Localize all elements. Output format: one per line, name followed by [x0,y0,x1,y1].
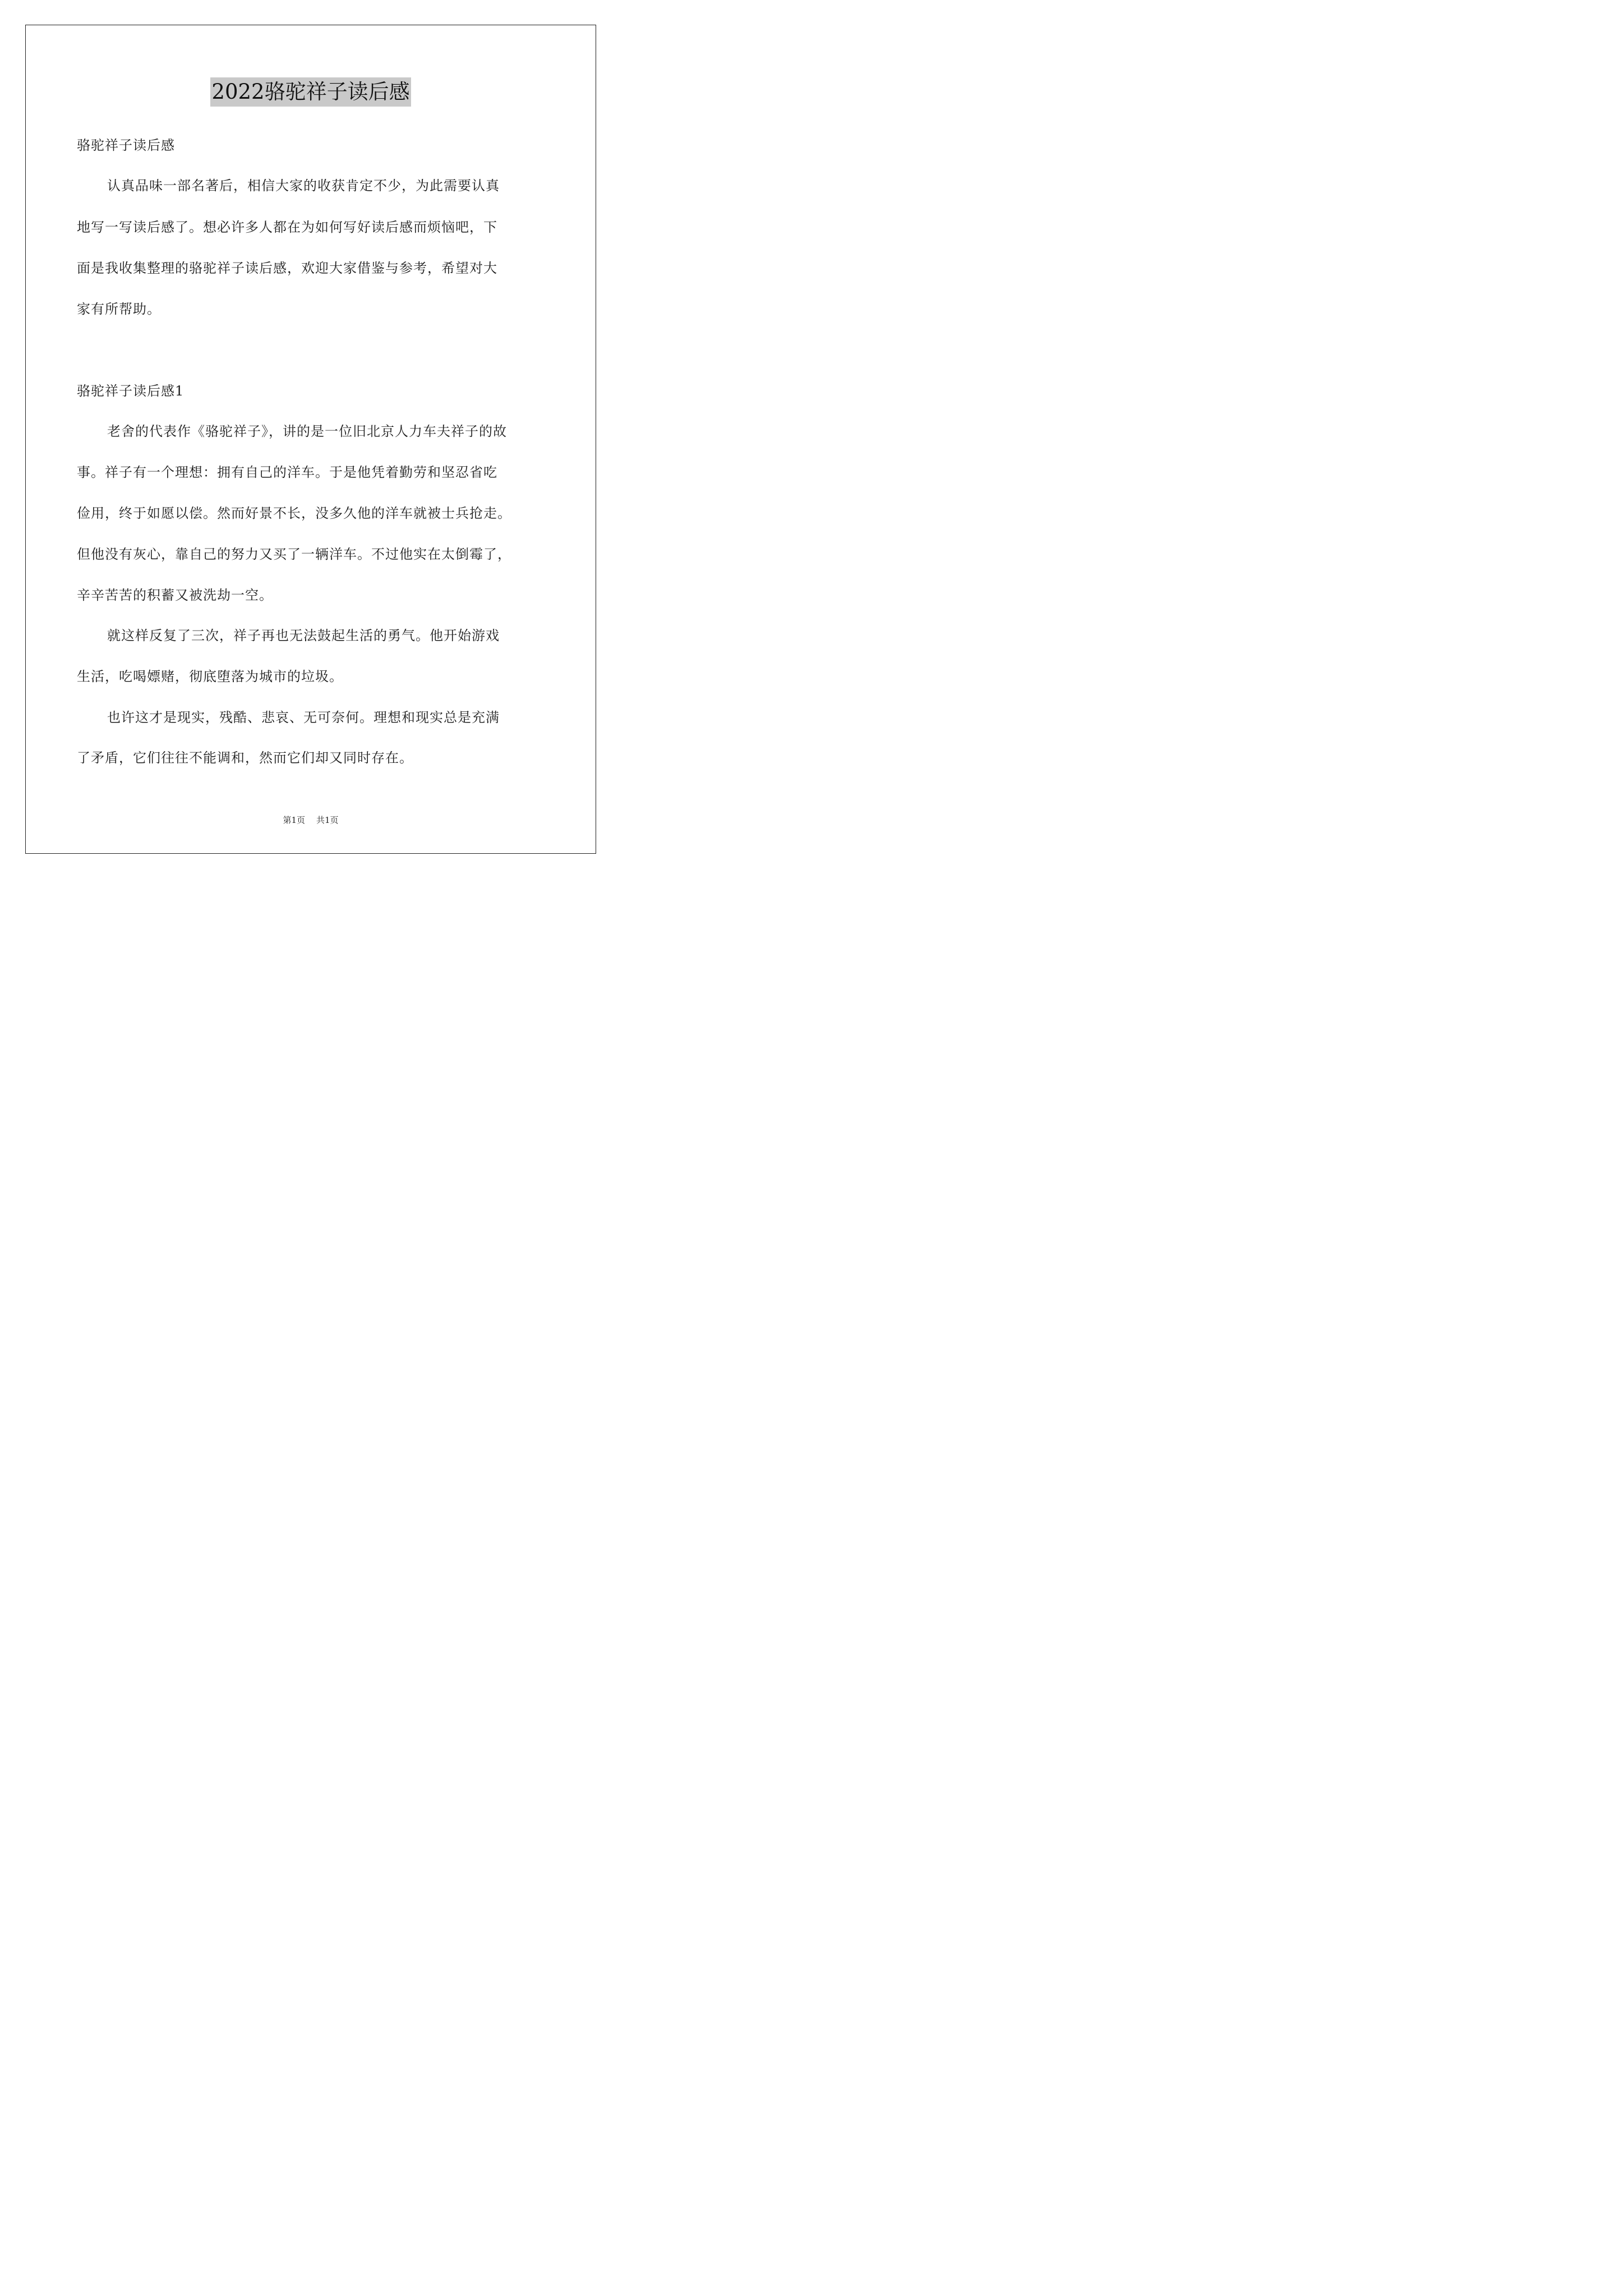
paragraph1-line-2: 事。祥子有一个理想：拥有自己的洋车。于是他凭着勤劳和坚忍省吃 [77,464,497,480]
document-title-text: 2022骆驼祥子读后感 [210,77,411,107]
paragraph3-line-2: 了矛盾，它们往往不能调和，然而它们却又同时存在。 [77,750,413,766]
paragraph1-line-3: 俭用，终于如愿以偿。然而好景不长，没多久他的洋车就被士兵抢走。 [77,505,511,521]
intro-line-3: 面是我收集整理的骆驼祥子读后感，欢迎大家借鉴与参考，希望对大 [77,260,497,276]
intro-line-2: 地写一写读后感了。想必许多人都在为如何写好读后感而烦恼吧，下 [77,219,497,235]
paragraph1-line-5: 辛辛苦苦的积蓄又被洗劫一空。 [77,587,273,603]
paragraph3-line-1: 也许这才是现实，残酷、悲哀、无可奈何。理想和现实总是充满 [107,710,500,725]
intro-line-4: 家有所帮助。 [77,301,161,317]
paragraph1-line-1: 老舍的代表作《骆驼祥子》，讲的是一位旧北京人力车夫祥子的故 [107,424,507,439]
paragraph2-line-2: 生活，吃喝嫖赌，彻底堕落为城市的垃圾。 [77,669,343,684]
intro-line-1: 认真品味一部名著后，相信大家的收获肯定不少，为此需要认真 [107,178,500,194]
page-total: 共1页 [316,815,339,825]
document-title [0,77,621,107]
page-number: 第1页 [283,815,305,825]
page-footer [0,815,621,826]
intro-heading: 骆驼祥子读后感 [77,137,175,153]
paragraph1-line-4: 但他没有灰心，靠自己的努力又买了一辆洋车。不过他实在太倒霉了， [77,546,511,562]
section1-heading: 骆驼祥子读后感1 [77,383,185,399]
paragraph2-line-1: 就这样反复了三次，祥子再也无法鼓起生活的勇气。他开始游戏 [107,628,500,643]
